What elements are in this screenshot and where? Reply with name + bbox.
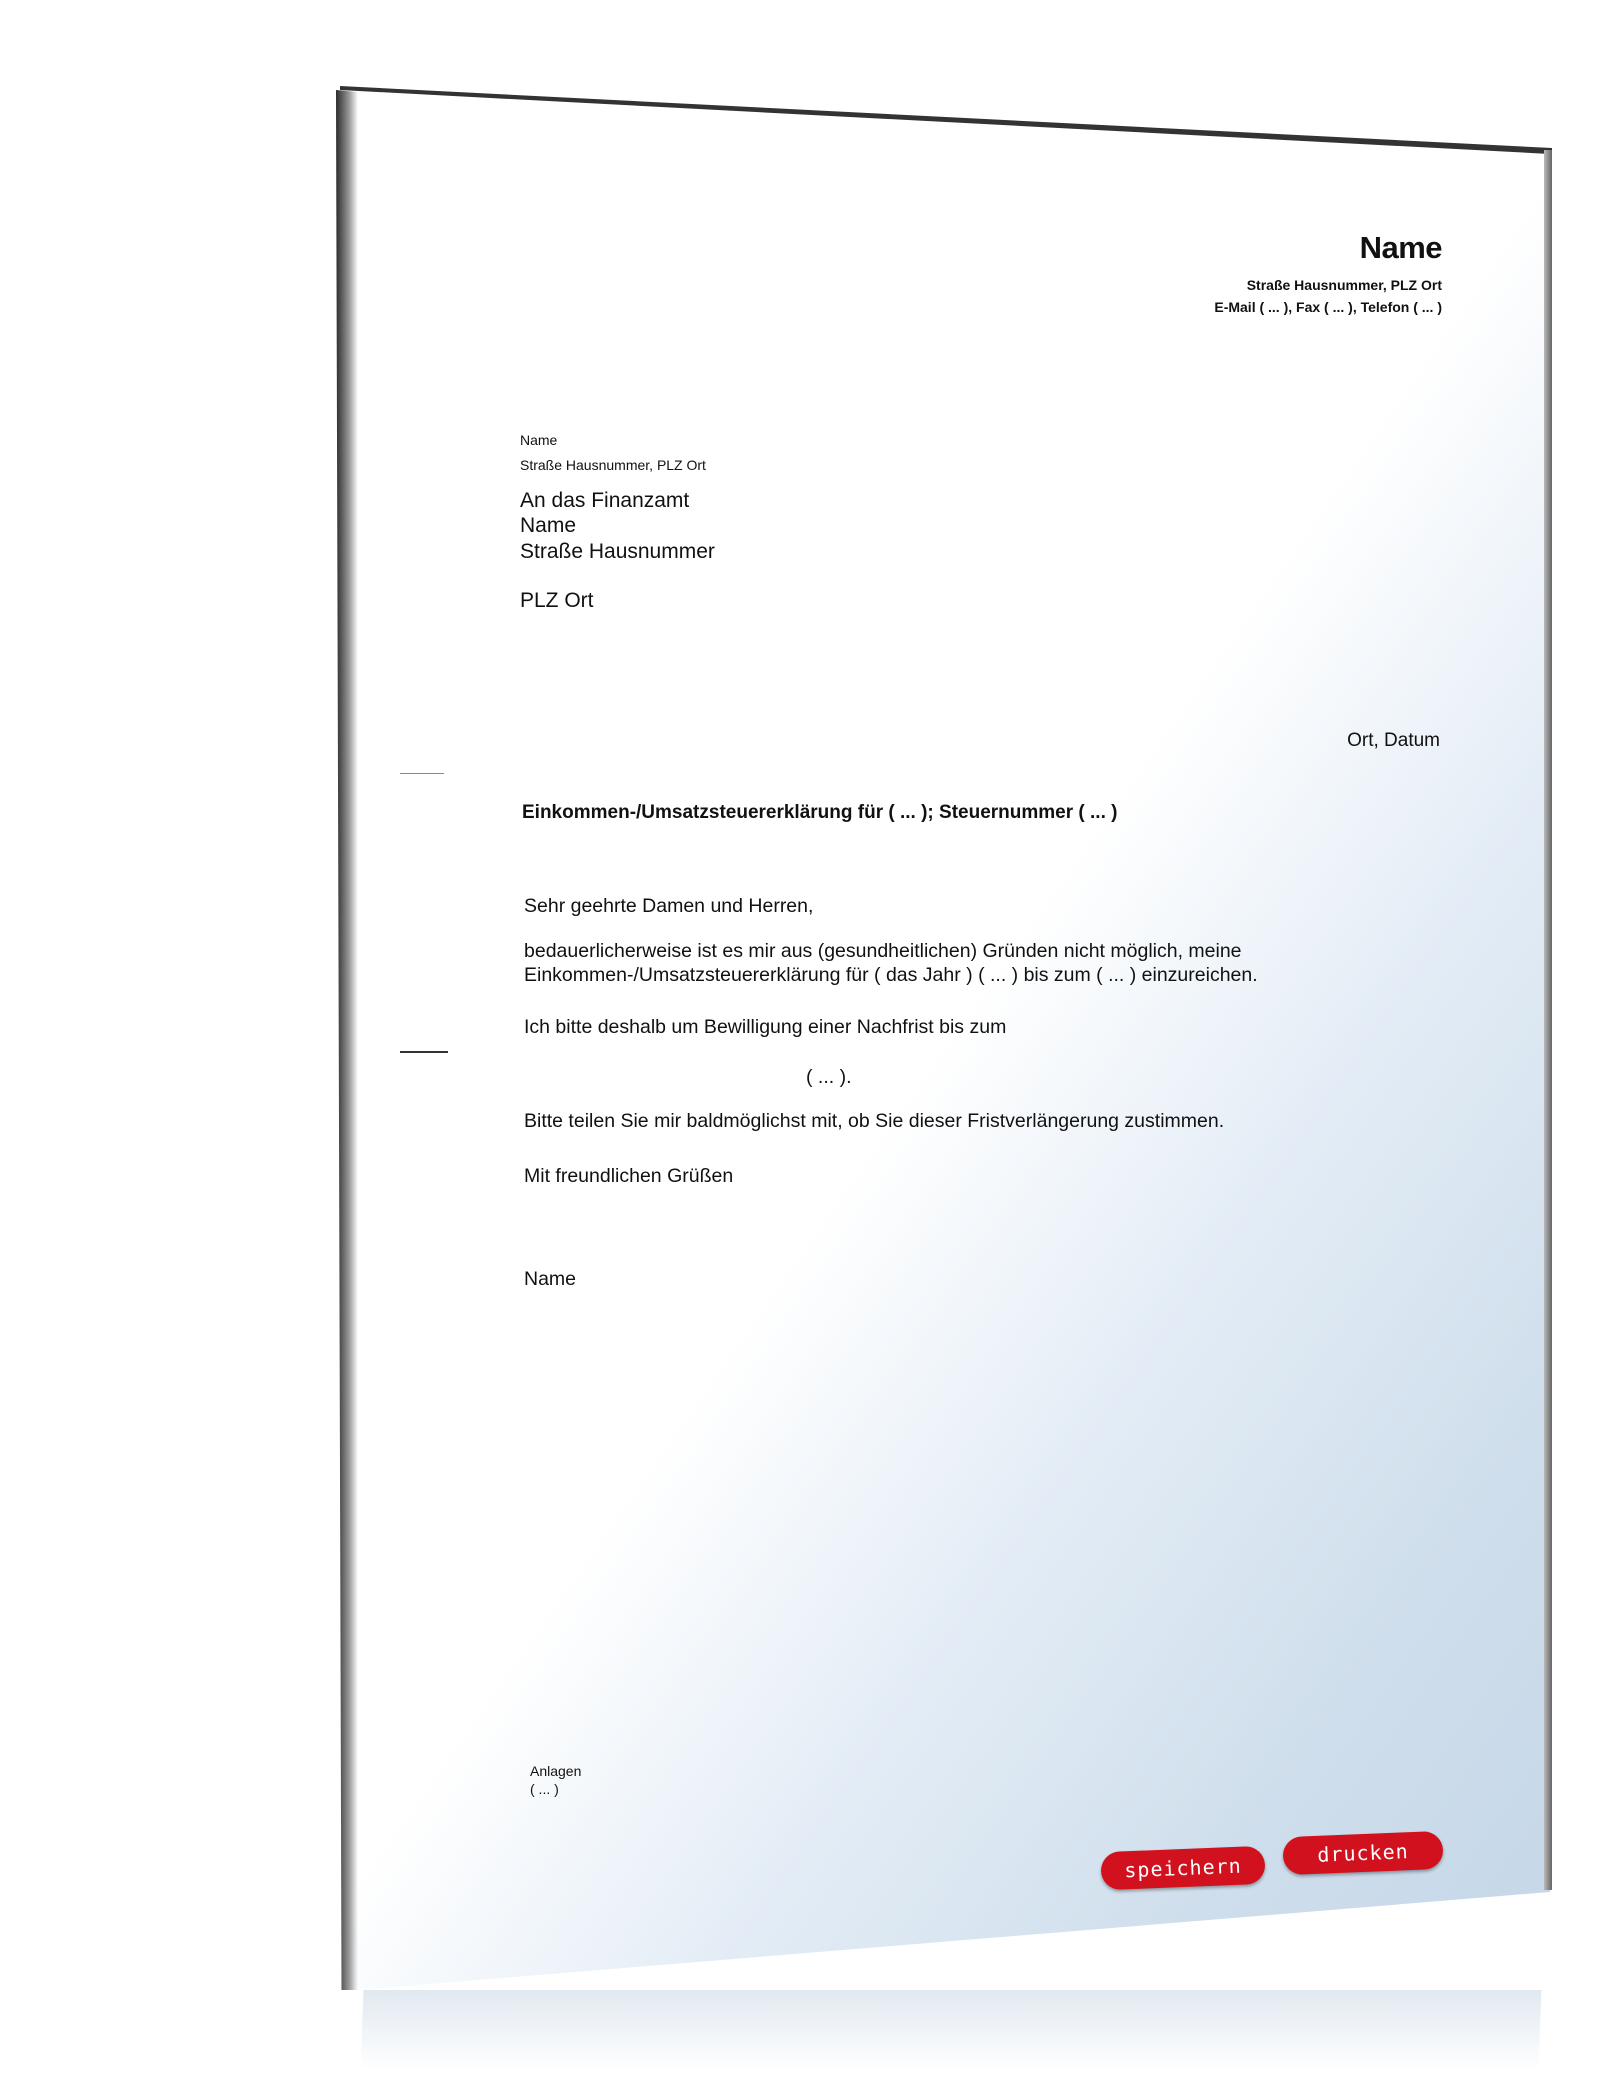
- salutation: Sehr geehrte Damen und Herren,: [524, 895, 814, 917]
- letter-sheet: [340, 90, 1550, 1990]
- recipient-line-4: PLZ Ort: [520, 589, 594, 612]
- body-paragraph-1-line-1: bedauerlicherweise ist es mir aus (gesundheitlichen) Gründen nicht möglich, meine: [524, 940, 1242, 962]
- letterhead-name: Name: [1359, 230, 1442, 265]
- punch-mark: [400, 1051, 448, 1053]
- attachments-value: ( ... ): [530, 1781, 559, 1797]
- signature-name: Name: [524, 1268, 577, 1290]
- sheet-reflection: [361, 1990, 1542, 2070]
- recipient-line-2: Name: [520, 514, 577, 537]
- return-address-name: Name: [520, 432, 558, 448]
- return-address-line: Straße Hausnummer, PLZ Ort: [520, 457, 706, 473]
- sheet-left-edge: [336, 90, 358, 1990]
- letterhead-address: Straße Hausnummer, PLZ Ort: [1246, 277, 1442, 293]
- recipient-line-3: Straße Hausnummer: [520, 540, 715, 563]
- attachments-label: Anlagen: [530, 1763, 582, 1779]
- body-paragraph-3: Bitte teilen Sie mir baldmöglichst mit, ob Sie dieser Fristverlängerung zustimmen.: [524, 1110, 1225, 1132]
- sheet-right-edge: [1544, 150, 1552, 1890]
- place-date: Ort, Datum: [1347, 730, 1440, 751]
- fold-mark: [400, 773, 444, 774]
- body-paragraph-1-line-2: Einkommen-/Umsatzsteuererklärung für ( das Jahr ) ( ... ) bis zum ( ... ) einzureichen.: [524, 964, 1258, 986]
- save-button[interactable]: speichern: [1100, 1846, 1265, 1891]
- letterhead-contact: E-Mail ( ... ), Fax ( ... ), Telefon ( ... ): [1214, 299, 1442, 315]
- closing: Mit freundlichen Grüßen: [524, 1165, 734, 1187]
- body-paragraph-2-line-2: ( ... ).: [806, 1066, 852, 1088]
- recipient-line-1: An das Finanzamt: [520, 489, 690, 512]
- body-paragraph-2-line-1: Ich bitte deshalb um Bewilligung einer Nachfrist bis zum: [524, 1016, 1007, 1038]
- print-button[interactable]: drucken: [1282, 1831, 1443, 1875]
- letter-subject: Einkommen-/Umsatzsteuererklärung für ( ... ); Steuernummer ( ... ): [522, 802, 1118, 823]
